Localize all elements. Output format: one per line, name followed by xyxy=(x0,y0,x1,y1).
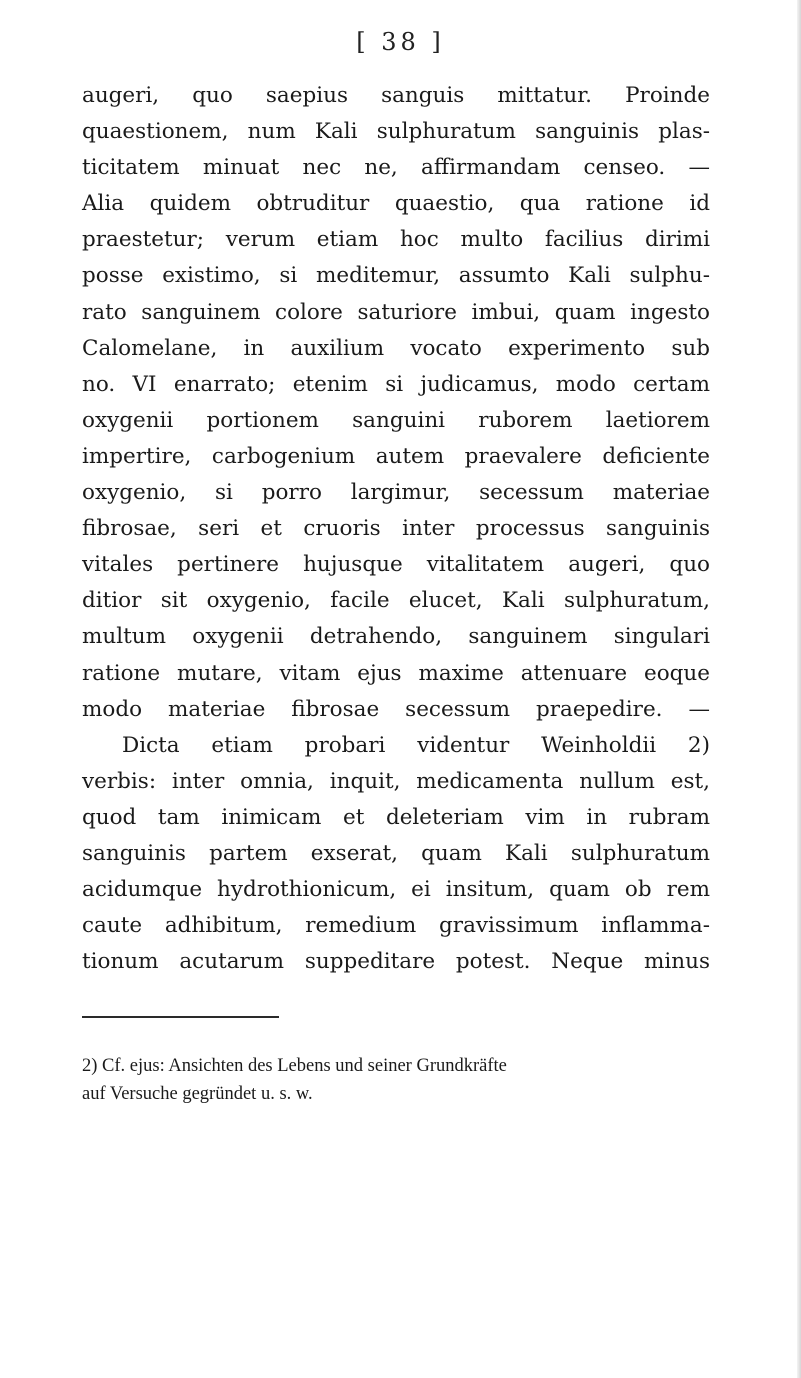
text-line: quod tam inimicam et deleteriam vim in rubram xyxy=(82,804,710,830)
text-line: rato sanguinem colore saturiore imbui, quam ingesto xyxy=(82,299,710,325)
text-line: ditior sit oxygenio, facile elucet, Kali sulphuratum, xyxy=(82,588,710,614)
footnote-line: 2) Cf. ejus: Ansichten des Lebens und seiner Grundkräfte xyxy=(82,1056,507,1076)
footnote-divider xyxy=(82,1016,279,1018)
body-text xyxy=(82,78,710,980)
text-line: ticitatem minuat nec ne, affirmandam censeo. — xyxy=(82,155,710,181)
text-line: praestetur; verum etiam hoc multo facilius dirimi xyxy=(82,227,710,253)
text-line: posse existimo, si meditemur, assumto Kali sulphu- xyxy=(82,263,710,289)
text-line: fibrosae, seri et cruoris inter processus sanguinis xyxy=(82,516,710,542)
footnote-line: auf Versuche gegründet u. s. w. xyxy=(82,1084,313,1104)
text-line: oxygenio, si porro largimur, secessum materiae xyxy=(82,480,710,506)
text-line: caute adhibitum, remedium gravissimum inflamma- xyxy=(82,913,710,939)
page-number: [ 38 ] xyxy=(356,28,445,56)
text-line: augeri, quo saepius sanguis mittatur. Proinde xyxy=(82,83,710,108)
text-line: impertire, carbogenium autem praevalere deficiente xyxy=(82,443,710,469)
text-line: tionum acutarum suppeditare potest. Neque minus xyxy=(82,949,710,975)
text-line: Alia quidem obtruditur quaestio, qua ratione id xyxy=(82,191,710,217)
text-line-indented: Dicta etiam probari videntur Weinholdii 2) xyxy=(122,732,710,758)
text-line: sanguinis partem exserat, quam Kali sulphuratum xyxy=(82,840,710,866)
text-line: quaestionem, num Kali sulphuratum sanguinis plas- xyxy=(82,119,710,145)
text-line: Calomelane, in auxilium vocato experimento sub xyxy=(82,335,710,361)
text-line: no. VI enarrato; etenim si judicamus, modo certam xyxy=(82,371,710,397)
text-line: oxygenii portionem sanguini ruborem laetiorem xyxy=(82,407,710,433)
text-line: multum oxygenii detrahendo, sanguinem singulari xyxy=(82,624,710,650)
footnote xyxy=(82,1052,722,1108)
text-line: acidumque hydrothionicum, ei insitum, quam ob rem xyxy=(82,877,710,903)
text-line: verbis: inter omnia, inquit, medicamenta nullum est, xyxy=(82,768,710,794)
text-line: vitales pertinere hujusque vitalitatem augeri, quo xyxy=(82,552,710,578)
text-line: modo materiae fibrosae secessum praepedire. — xyxy=(82,696,710,722)
text-line: ratione mutare, vitam ejus maxime attenuare eoque xyxy=(82,660,710,686)
page-edge xyxy=(797,0,801,1378)
